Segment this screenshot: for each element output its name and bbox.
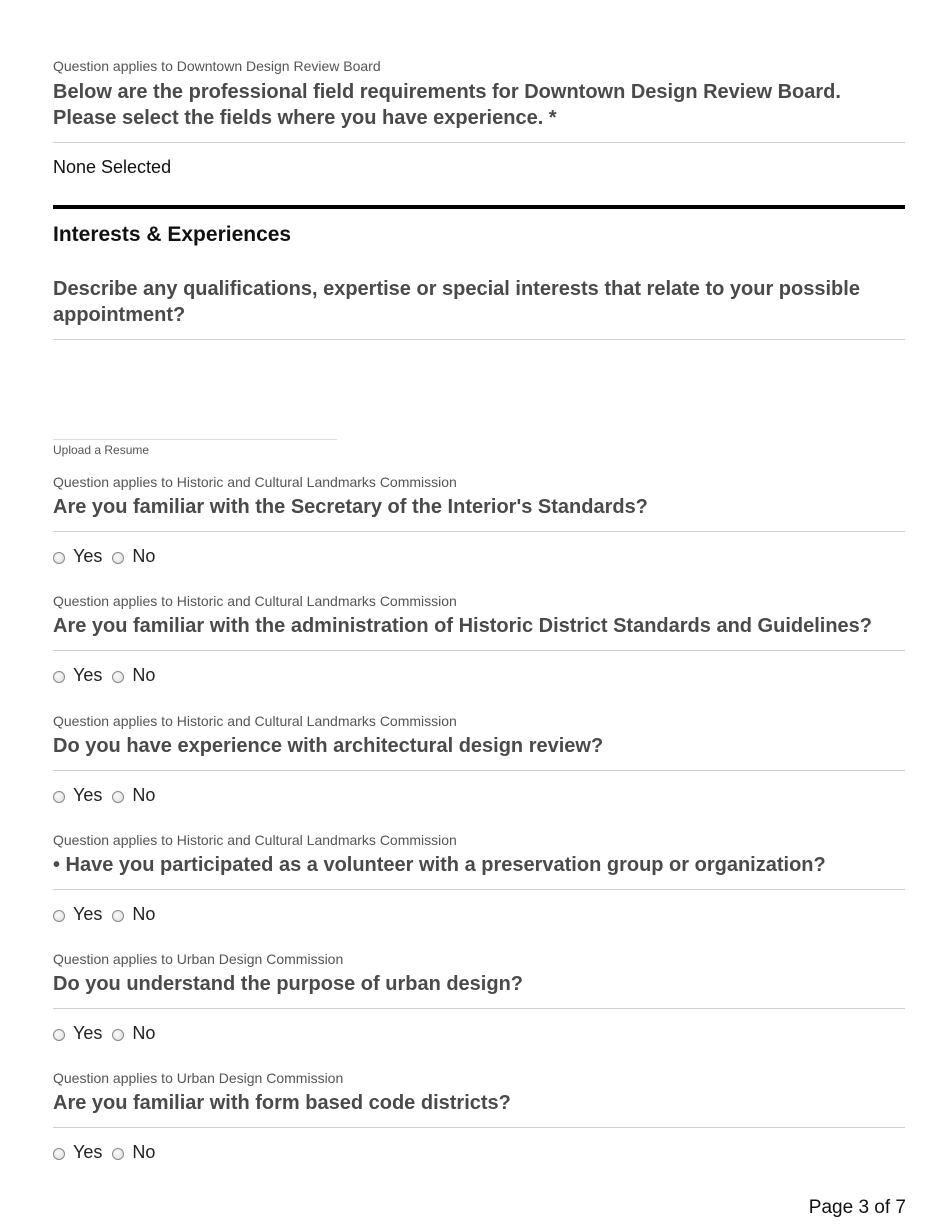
page-number: Page 3 of 7 xyxy=(808,1197,906,1218)
divider xyxy=(53,1127,905,1128)
question-text: • Have you participated as a volunteer with a preservation group or organization? xyxy=(53,854,826,876)
applies-to-label: Question applies to Historic and Cultural Landmarks Commission xyxy=(53,832,457,848)
radio-button-icon[interactable] xyxy=(53,671,65,683)
radio-button-icon[interactable] xyxy=(112,1148,124,1160)
divider xyxy=(53,531,905,532)
divider xyxy=(53,650,905,651)
yes-option[interactable] xyxy=(53,665,102,686)
interests-section xyxy=(53,222,905,328)
radio-button-icon[interactable] xyxy=(112,791,124,803)
no-option[interactable] xyxy=(112,785,155,806)
radio-button-icon[interactable] xyxy=(112,1029,124,1041)
yes-label: Yes xyxy=(73,1022,103,1043)
question-block xyxy=(53,832,905,926)
question-text: Are you familiar with the Secretary of the Interior's Standards? xyxy=(53,496,648,518)
yes-option[interactable] xyxy=(53,785,102,806)
no-label: No xyxy=(132,784,156,805)
upload-label: Upload a Resume xyxy=(53,443,150,457)
yes-no-radio-group xyxy=(53,1140,905,1164)
yes-option[interactable] xyxy=(53,904,102,925)
divider xyxy=(53,1008,905,1009)
yes-option[interactable] xyxy=(53,1023,102,1044)
divider xyxy=(53,770,905,771)
applies-to-label: Question applies to Historic and Cultural Landmarks Commission xyxy=(53,474,457,490)
question-text: Do you understand the purpose of urban design? xyxy=(53,973,524,995)
divider xyxy=(53,339,905,340)
radio-button-icon[interactable] xyxy=(53,1148,65,1160)
no-option[interactable] xyxy=(112,1023,155,1044)
selected-value: None Selected xyxy=(53,157,172,177)
question-text: Describe any qualifications, expertise or special interests that relate to your possible appointment? xyxy=(53,278,860,326)
yes-no-radio-group xyxy=(53,544,905,568)
yes-no-radio-group xyxy=(53,783,905,807)
no-label: No xyxy=(132,1141,156,1162)
no-option[interactable] xyxy=(112,665,155,686)
no-label: No xyxy=(132,1022,156,1043)
yes-no-radio-group xyxy=(53,902,905,926)
question-block xyxy=(53,713,905,807)
divider xyxy=(53,142,905,143)
no-option[interactable] xyxy=(112,904,155,925)
radio-button-icon[interactable] xyxy=(53,910,65,922)
yes-no-radio-group xyxy=(53,1021,905,1045)
question-block xyxy=(53,1070,905,1164)
radio-button-icon[interactable] xyxy=(53,552,65,564)
question-text: Below are the professional field requirements for Downtown Design Review Board. Please select the fields where you have experience. * xyxy=(53,81,841,129)
question-text: Are you familiar with the administration of Historic District Standards and Guidelines? xyxy=(53,615,873,637)
upload-underline xyxy=(53,439,337,440)
yes-no-radio-group xyxy=(53,663,905,687)
radio-button-icon[interactable] xyxy=(53,1029,65,1041)
yes-label: Yes xyxy=(73,903,103,924)
applies-to-label: Question applies to Downtown Design Review Board xyxy=(53,58,381,74)
no-option[interactable] xyxy=(112,546,155,567)
applies-to-label: Question applies to Urban Design Commission xyxy=(53,951,344,967)
yes-label: Yes xyxy=(73,545,103,566)
question-block xyxy=(53,474,905,568)
question-text: Do you have experience with architectural design review? xyxy=(53,735,604,757)
section-title: Interests & Experiences xyxy=(53,223,292,246)
question-text: Are you familiar with form based code districts? xyxy=(53,1092,511,1114)
no-label: No xyxy=(132,903,156,924)
radio-button-icon[interactable] xyxy=(112,910,124,922)
section-divider xyxy=(53,205,905,209)
no-label: No xyxy=(132,664,156,685)
applies-to-label: Question applies to Urban Design Commission xyxy=(53,1070,344,1086)
applies-to-label: Question applies to Historic and Cultural Landmarks Commission xyxy=(53,713,457,729)
yes-label: Yes xyxy=(73,664,103,685)
yes-option[interactable] xyxy=(53,1142,102,1163)
upload-resume-field[interactable] xyxy=(53,439,905,457)
question-block xyxy=(53,593,905,687)
no-label: No xyxy=(132,545,156,566)
no-option[interactable] xyxy=(112,1142,155,1163)
yes-label: Yes xyxy=(73,1141,103,1162)
divider xyxy=(53,889,905,890)
yes-label: Yes xyxy=(73,784,103,805)
radio-button-icon[interactable] xyxy=(112,552,124,564)
downtown-question-block xyxy=(53,58,905,178)
applies-to-label: Question applies to Historic and Cultural Landmarks Commission xyxy=(53,593,457,609)
radio-button-icon[interactable] xyxy=(53,791,65,803)
question-block xyxy=(53,951,905,1045)
yes-option[interactable] xyxy=(53,546,102,567)
radio-button-icon[interactable] xyxy=(112,671,124,683)
